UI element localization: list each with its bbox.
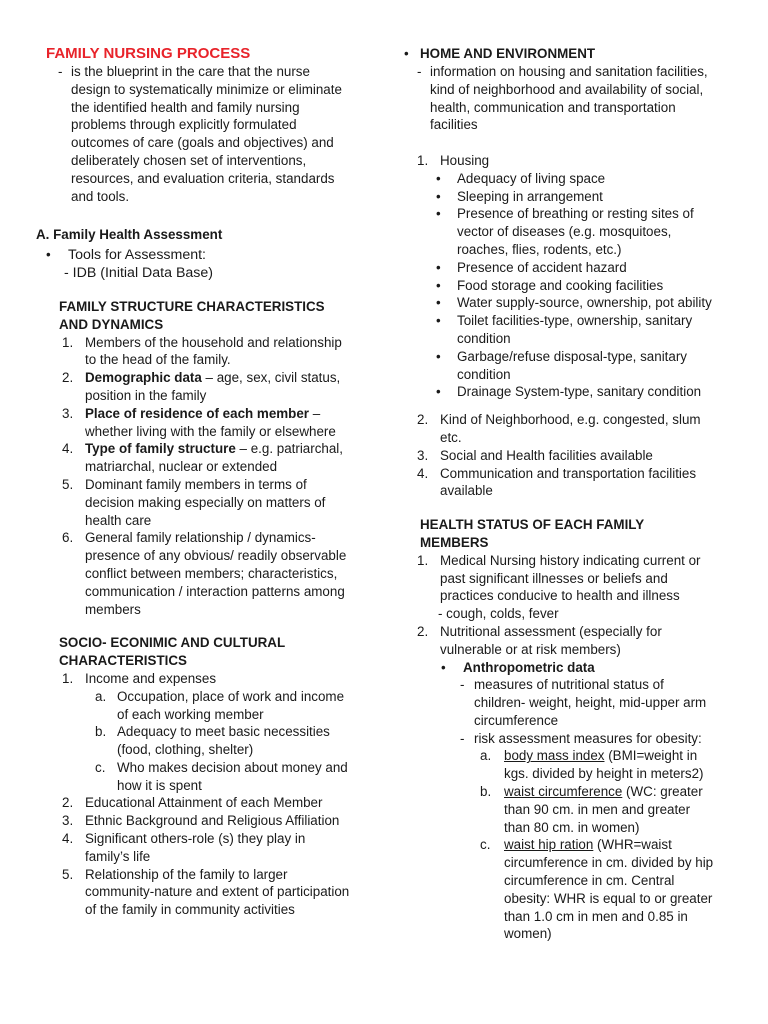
fsc-item-text: – age, sex, civil status,	[201, 370, 341, 386]
fsc-item-line	[85, 387, 366, 405]
risk-item-line	[504, 836, 740, 854]
bullet-marker	[436, 170, 441, 188]
tools-idb: - IDB (Initial Data Base)	[64, 264, 214, 281]
fsc-item-text: conflict between members; characteristics,	[85, 565, 338, 581]
number-marker: 5.	[62, 866, 74, 882]
home-item-text: available	[440, 483, 493, 499]
sec-list	[36, 794, 366, 919]
letter-marker: c.	[480, 837, 491, 853]
measures-line: circumference	[474, 712, 559, 728]
health1-line: Medical Nursing history indicating current or	[440, 552, 701, 568]
sec-item-line	[85, 794, 366, 812]
sec1-sub-item-line	[117, 723, 366, 741]
housing-item	[404, 383, 740, 401]
risk-text: obesity: WHR is equal to or greater	[504, 890, 713, 906]
fsc-item-line	[85, 334, 366, 352]
sec-heading	[36, 634, 366, 670]
home-item-line	[440, 465, 740, 483]
home-list	[404, 411, 740, 500]
bullet-marker	[404, 44, 409, 63]
fsc-item-line	[85, 565, 366, 583]
sec-item-text: Educational Attainment of each Member	[85, 795, 323, 811]
sec-item	[36, 812, 366, 830]
number-marker: 1.	[62, 670, 74, 686]
fsc-item-line	[85, 512, 366, 530]
risk-item-line	[504, 872, 740, 890]
sec-item-line	[85, 883, 366, 901]
fsc-item-text: General family relationship / dynamics-	[85, 530, 316, 546]
home-intro-line: kind of neighborhood and availability of social,	[430, 81, 704, 97]
risk-item-line	[504, 890, 740, 908]
sec1-sub-item-text: (food, clothing, shelter)	[117, 742, 254, 758]
number-marker: c.	[95, 759, 106, 775]
housing-item-line: Food storage and cooking facilities	[457, 277, 664, 293]
tools-label: Tools for Assessment:	[68, 246, 206, 263]
intro-line: the identified health and family nursing	[71, 99, 300, 115]
fsc-item-line	[85, 423, 366, 441]
risk-item	[404, 747, 740, 783]
fsc-item	[36, 476, 366, 529]
tools-item	[36, 246, 366, 282]
risk-item-line	[504, 819, 740, 837]
intro-paragraph	[36, 63, 366, 205]
housing-item	[404, 277, 740, 295]
risk-text: (WHR=waist	[593, 837, 672, 853]
sec-item-text: family’s life	[85, 848, 151, 864]
sec-item	[36, 830, 366, 866]
home-item	[404, 447, 740, 465]
housing-label: Housing	[440, 152, 490, 168]
housing-item-line: condition	[457, 330, 511, 346]
risk-term: body mass index	[504, 748, 605, 764]
bullet-marker	[436, 277, 441, 295]
sec1-sub-item-line	[117, 759, 366, 777]
number-marker: 4.	[62, 441, 74, 457]
sec1-sublist	[36, 688, 366, 795]
number-marker: b.	[95, 724, 107, 740]
sec1-sub-item-line	[117, 706, 366, 724]
fsc-item-text: Dominant family members in terms of	[85, 476, 307, 492]
risk-text: circumference in cm. divided by hip	[504, 855, 714, 871]
sec-item-line	[85, 812, 366, 830]
home-intro-line: information on housing and sanitation facilities,	[430, 64, 708, 79]
risk-item	[404, 836, 740, 943]
dash-marker: -	[58, 64, 63, 79]
risk-text: (BMI=weight in	[604, 748, 698, 764]
home-item	[404, 465, 740, 501]
housing-list	[404, 170, 740, 401]
housing-item	[404, 205, 740, 258]
housing-item-line: Presence of accident hazard	[457, 259, 627, 275]
number-marker: 3.	[417, 447, 429, 463]
fsc-item	[36, 440, 366, 476]
risk-text: (WC: greater	[622, 784, 703, 800]
risk-item-line	[504, 783, 740, 801]
health1-note: - cough, colds, fever	[438, 606, 559, 622]
risk-text: than 1.0 cm in men and 0.85 in	[504, 908, 688, 924]
home-intro	[404, 63, 740, 134]
housing-item	[404, 170, 740, 188]
home-item-text: etc.	[440, 429, 462, 445]
sec-item-line	[85, 866, 366, 884]
left-column	[36, 44, 366, 919]
fsc-item-bold: Place of residence of each member	[85, 405, 310, 421]
number-marker: 3.	[62, 813, 74, 829]
risk-item-line	[504, 908, 740, 926]
fsc-item-text: health care	[85, 512, 152, 528]
sec-item	[36, 866, 366, 919]
fsc-item-line	[85, 458, 366, 476]
housing-item-line: roaches, flies, rodents, etc.)	[457, 241, 622, 257]
sec1-sub-item	[36, 723, 366, 759]
home-item-line	[440, 411, 740, 429]
home-item-text: Kind of Neighborhood, e.g. congested, slum	[440, 412, 701, 428]
intro-line: is the blueprint in the care that the nurse	[71, 64, 310, 79]
fsc-item-line	[85, 440, 366, 458]
bullet-marker	[436, 205, 441, 223]
number-marker: 1.	[417, 152, 429, 168]
home-item-line	[440, 482, 740, 500]
sec-item-text: community-nature and extent of participation	[85, 884, 350, 900]
housing-item-line: Drainage System-type, sanitary condition	[457, 384, 702, 400]
sec1-sub-item-text: of each working member	[117, 706, 264, 722]
home-item-line	[440, 447, 740, 465]
bullet-marker	[436, 188, 441, 206]
housing-item	[404, 348, 740, 384]
sec1-sub-item-line	[117, 688, 366, 706]
fsc-item-text: Members of the household and relationship	[85, 334, 342, 350]
sec-item-1-text: Income and expenses	[85, 670, 217, 686]
sec1-sub-item-text: how it is spent	[117, 777, 202, 793]
sec-item-line	[85, 848, 366, 866]
risk-list	[404, 747, 740, 943]
page-title: FAMILY NURSING PROCESS	[46, 45, 251, 62]
health2-line: Nutritional assessment (especially for	[440, 623, 662, 639]
risk-item-line	[504, 925, 740, 943]
fsc-item-text: members	[85, 601, 141, 617]
bullet-marker	[441, 659, 446, 677]
fsc-item-text: communication / interaction patterns among	[85, 583, 345, 599]
fsc-item-text: to the head of the family.	[85, 352, 231, 368]
fsc-item-line	[85, 547, 366, 565]
home-item-text: Social and Health facilities available	[440, 447, 653, 463]
letter-marker: b.	[480, 784, 492, 800]
health-heading	[404, 516, 740, 552]
risk-term: waist hip ration	[504, 837, 594, 853]
bullet-marker	[436, 294, 441, 312]
risk-item	[404, 783, 740, 836]
housing-item-line: Sleeping in arrangement	[457, 188, 603, 204]
housing-item	[404, 294, 740, 312]
health-item-2	[404, 623, 740, 659]
fsc-item-text: decision making especially on matters of	[85, 494, 326, 510]
risk-text: women)	[504, 926, 552, 942]
risk-term: waist circumference	[504, 784, 623, 800]
health1-line: practices conducive to health and illness	[440, 588, 680, 604]
bullet-marker	[436, 259, 441, 277]
risk-item-line	[504, 765, 740, 783]
sec-item	[36, 794, 366, 812]
home-heading-row	[404, 44, 740, 63]
home-intro-line: health, communication and transportation	[430, 99, 676, 115]
risk-item-line	[504, 854, 740, 872]
sec1-sub-item	[36, 759, 366, 795]
anthro-label: Anthropometric data	[463, 659, 595, 675]
risk-row	[404, 730, 740, 748]
section-a-heading: A. Family Health Assessment	[36, 227, 223, 243]
fsc-heading	[36, 298, 366, 334]
fsc-item-bold: Demographic data	[85, 370, 202, 386]
fsc-item-line	[85, 529, 366, 547]
fsc-heading-line: AND DYNAMICS	[59, 316, 164, 332]
housing-item-line: Water supply-source, ownership, pot ability	[457, 295, 712, 311]
health1-line: past significant illnesses or beliefs and	[440, 570, 668, 586]
fsc-item	[36, 369, 366, 405]
intro-line: design to systematically minimize or eliminate	[71, 81, 342, 97]
fsc-item-line	[85, 494, 366, 512]
housing-item	[404, 188, 740, 206]
number-marker: 6.	[62, 530, 74, 546]
anthro-row	[404, 659, 740, 677]
fsc-item	[36, 529, 366, 618]
dash-marker: -	[460, 677, 465, 693]
intro-line: and tools.	[71, 188, 130, 204]
housing-item-line: Garbage/refuse disposal-type, sanitary	[457, 348, 687, 364]
risk-label: risk assessment measures for obesity:	[474, 730, 702, 746]
fsc-item-line	[85, 476, 366, 494]
home-item-text: Communication and transportation facilities	[440, 465, 697, 481]
health-heading-line: MEMBERS	[420, 534, 489, 550]
risk-text: circumference in cm. Central	[504, 873, 675, 889]
bullet-marker	[46, 246, 51, 264]
fsc-item-text: presence of any obvious/ readily observable	[85, 548, 347, 564]
intro-line: resources, and evaluation criteria, standards	[71, 170, 335, 186]
health2-line: vulnerable or at risk members)	[440, 641, 621, 657]
fsc-item-text: matriarchal, nuclear or extended	[85, 459, 278, 475]
fsc-item	[36, 405, 366, 441]
intro-line: problems through explicitly formulated	[71, 117, 297, 133]
fsc-item-bold: Type of family structure	[85, 441, 236, 457]
fsc-item-text: –	[309, 405, 321, 421]
number-marker: 4.	[417, 465, 429, 481]
measures-line: measures of nutritional status of	[474, 677, 664, 693]
risk-item-line	[504, 747, 740, 765]
home-heading: HOME AND ENVIRONMENT	[420, 46, 596, 61]
intro-line: deliberately chosen set of interventions,	[71, 152, 307, 168]
sec1-sub-item-text: Adequacy to meet basic necessities	[117, 724, 330, 740]
fsc-item-line	[85, 405, 366, 423]
number-marker: 2.	[62, 370, 74, 386]
sec-item-line	[85, 830, 366, 848]
bullet-marker	[436, 312, 441, 330]
risk-text: kgs. divided by height in meters2)	[504, 766, 704, 782]
fsc-item-line	[85, 601, 366, 619]
measures-line: children- weight, height, mid-upper arm	[474, 695, 707, 711]
number-marker: 2.	[62, 795, 74, 811]
fsc-item-line	[85, 369, 366, 387]
number-marker: 5.	[62, 476, 74, 492]
fsc-item	[36, 334, 366, 370]
risk-text: than 80 cm. in women)	[504, 819, 640, 835]
fsc-item-text: – e.g. patriarchal,	[235, 441, 343, 457]
sec-item-text: Relationship of the family to larger	[85, 866, 288, 882]
housing-row	[404, 152, 740, 170]
home-intro-line: facilities	[430, 117, 478, 133]
number-marker: 1.	[417, 552, 429, 568]
number-marker: 2.	[417, 412, 429, 428]
risk-text: than 90 cm. in men and greater	[504, 801, 691, 817]
sec1-sub-item-line	[117, 741, 366, 759]
number-marker: 2.	[417, 623, 429, 639]
housing-item-line: condition	[457, 366, 511, 382]
sec-heading-line: CHARACTERISTICS	[59, 653, 187, 669]
number-marker: 4.	[62, 831, 74, 847]
sec-item-line	[85, 901, 366, 919]
sec-item-text: Ethnic Background and Religious Affiliation	[85, 813, 340, 829]
health-item-1	[404, 552, 740, 623]
measures-row	[404, 676, 740, 729]
bullet-marker	[436, 348, 441, 366]
letter-marker: a.	[480, 748, 492, 764]
fsc-heading-line: FAMILY STRUCTURE CHARACTERISTICS	[59, 298, 325, 314]
bullet-marker	[436, 383, 441, 401]
home-item	[404, 411, 740, 447]
sec1-sub-item-line	[117, 777, 366, 795]
sec1-sub-item-text: Who makes decision about money and	[117, 759, 348, 775]
sec-item-text: of the family in community activities	[85, 902, 295, 918]
housing-item-line: Toilet facilities-type, ownership, sanitary	[457, 313, 693, 329]
fsc-list	[36, 334, 366, 619]
fsc-item-text: whether living with the family or elsewhere	[85, 423, 336, 439]
housing-item-line: vector of diseases (e.g. mosquitoes,	[457, 224, 672, 240]
housing-item	[404, 312, 740, 348]
risk-item-line	[504, 801, 740, 819]
health-heading-line: HEALTH STATUS OF EACH FAMILY	[420, 517, 645, 533]
number-marker: 1.	[62, 334, 74, 350]
sec-heading-line: SOCIO- ECONIMIC AND CULTURAL	[59, 635, 286, 651]
fsc-item-line	[85, 351, 366, 369]
right-column	[404, 44, 740, 943]
fsc-item-line	[85, 583, 366, 601]
dash-marker: -	[460, 730, 465, 746]
intro-line: outcomes of care (goals and objectives) and	[71, 135, 334, 151]
number-marker: a.	[95, 688, 107, 704]
fsc-item-text: position in the family	[85, 387, 207, 403]
sec-item-1	[36, 670, 366, 688]
sec-item-text: Significant others-role (s) they play in	[85, 831, 306, 847]
number-marker: 3.	[62, 405, 74, 421]
housing-item	[404, 259, 740, 277]
sec1-sub-item-text: Occupation, place of work and income	[117, 688, 345, 704]
housing-item-line: Adequacy of living space	[457, 170, 606, 186]
dash-marker: -	[417, 64, 422, 79]
housing-item-line: Presence of breathing or resting sites of	[457, 206, 694, 222]
home-item-line	[440, 429, 740, 447]
sec1-sub-item	[36, 688, 366, 724]
